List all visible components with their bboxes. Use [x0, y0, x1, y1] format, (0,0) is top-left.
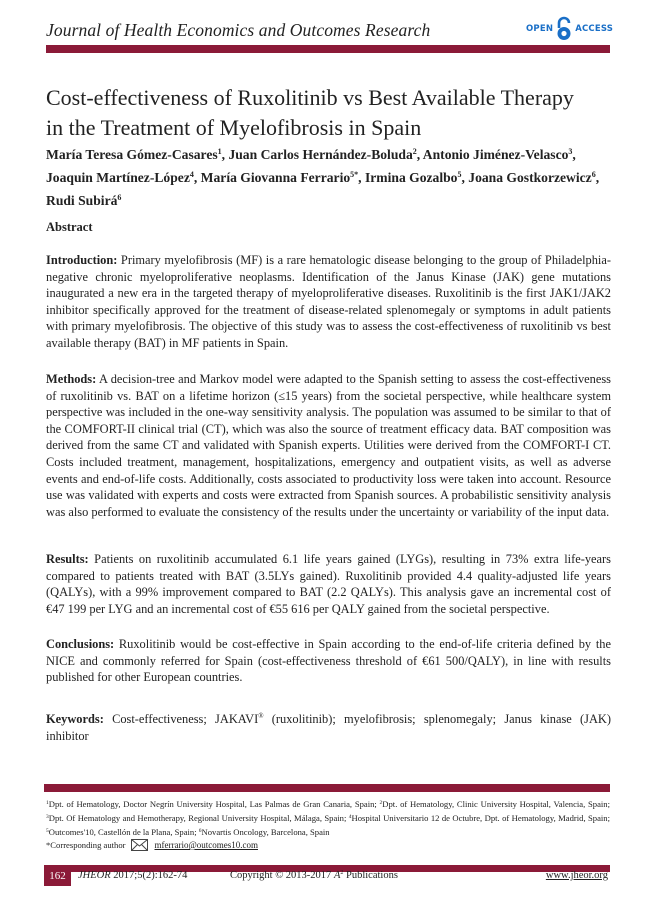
registered-mark: ®	[258, 712, 264, 720]
keywords-label: Keywords:	[46, 712, 104, 726]
introduction-label: Introduction:	[46, 253, 118, 267]
methods-text: A decision-tree and Markov model were adapted to the Spanish setting to assess the cost-effectiveness of ruxolitinib vs. BAT on a lifetime horizon (≤15 years) from the societal perspective, while healthcare system perspective was included in the one-way sensitivity analysis. The population was assumed to be similar to that of the COMFORT-II clinical trial (CT), which was also the source of treatment efficacy data. BAT composition was derived from the same CT and validated with Spanish experts. Utilities were derived from the COMFORT-I CT. Costs included treatment, management, hospitalizations, emergency and outpatient visits, as well as adverse events and end-of-life costs. Additionally, costs associated to productivity loss were taken into account. Resource use was validated with experts and costs were extracted from Spanish sources. A probabilistic sensitivity analysis was also performed to evaluate the consistency of the results under the uncertainty or variability of the input data.	[46, 372, 611, 519]
corresponding-author	[46, 839, 258, 851]
open-access-left: OPEN	[526, 24, 554, 34]
methods-label: Methods:	[46, 372, 97, 386]
page-number: 162	[44, 866, 71, 886]
keywords: Keywords: Cost-effectiveness; JAKAVI® (ruxolitinib); myelofibrosis; splenomegaly; Janus kinase (JAK) inhibitor	[46, 712, 612, 743]
introduction-text: Primary myelofibrosis (MF) is a rare hematologic disease belonging to the group of Philadelphia-negative chronic myeloproliferative neoplasms. Identification of the Janus Kinase (JAK) gene mutations inaugurated a new era in the targeted therapy of myeloproliferative diseases. Ruxolitinib is the first JAK1/JAK2 inhibitor specifically approved for the treatment of disease-related splenomegaly or symptoms in adult patients with primary myelofibrosis. The objective of this study was to assess the cost-effectiveness of ruxolitinib vs best available therapy (BAT) in MF patients in Spain.	[46, 253, 611, 350]
author: Rudi Subirá$^6$	[46, 193, 122, 208]
author: Irmina Gozalbo$^5$	[364, 170, 462, 185]
journal-title: Journal of Health Economics and Outcomes Research	[46, 20, 431, 40]
abstract-heading: Abstract	[46, 220, 93, 234]
conclusions-text: Ruxolitinib would be cost-effective in Spain according to the end-of-life criteria defined by the NICE and commonly referred for Spain (cost-effectiveness threshold of €61 500/QALY), in line with results published for other European countries.	[46, 637, 611, 685]
affiliations: $^1$Dpt. of Hematology, Doctor Negrín University Hospital, Las Palmas de Gran Canaria, Spain; $^2$Dpt. of Hematology, Clinic University Hospital, Valencia, Spain; $^3$Dpt. Of Hematology and Hemotherapy, Regional University Hospital, Málaga, Spain; $^4$Hospital Universitario 12 de Octubre, Dpt. of Hematology, Madrid, Spain; $^5$Outcomes'10, Castellón de la Plana, Spain; $^6$Novartis Oncology, Barcelona, Spain	[46, 799, 610, 837]
author-list: María Teresa Gómez-Casares$^1$, Juan Carlos Hernández-Boluda$^2$, Antonio Jiménez-Velasco$^3$, Joaquin Martínez-López$^4$, María Giovanna Ferrario$^{5*}$, Irmina Gozalbo$^5$, Joana Gostkorzewicz$^6$, Rudi Subirá$^6$	[46, 147, 600, 208]
copyright: Copyright © 2013-2017 $A^2$ Publications	[230, 870, 398, 881]
header-rule	[46, 45, 610, 53]
author: Juan Carlos Hernández-Boluda$^2$	[228, 147, 417, 162]
open-lock-icon	[555, 16, 573, 42]
article-title-line-1: Cost-effectiveness of Ruxolitinib vs Best Available Therapy	[46, 85, 574, 110]
article-title-line-2: in the Treatment of Myelofibrosis in Spain	[46, 115, 422, 140]
citation: JHEOR 2017;5(2):162-74	[78, 870, 188, 881]
results-label: Results:	[46, 552, 89, 566]
results-text: Patients on ruxolitinib accumulated 6.1 life years gained (LYGs), resulting in 73% extra life-years compared to patients treated with BAT (3.5LYs gained). Ruxolitinib provided 4.4 quality-adjusted life years (QALYs), with a 99% improvement compared to BAT (2.2 QALYs). This analysis gave an incremental cost of €47 199 per LYG and an incremental cost of €55 616 per QALY gained from the societal perspective.	[46, 552, 611, 616]
corresponding-email-link[interactable]: mferrario@outcomes10.com	[154, 840, 258, 850]
open-access-logo	[526, 16, 613, 42]
abstract-results	[46, 551, 611, 617]
affiliations-rule	[44, 784, 610, 792]
abstract-conclusions	[46, 636, 611, 686]
article-title	[46, 83, 626, 143]
author: Antonio Jiménez-Velasco$^3$	[422, 147, 573, 162]
envelope-icon	[131, 839, 148, 851]
conclusions-label: Conclusions:	[46, 637, 115, 651]
open-access-right: ACCESS	[575, 24, 614, 34]
abstract-methods	[46, 371, 611, 520]
author: María Giovanna Ferrario$^{5*}$	[200, 170, 359, 185]
author: Joana Gostkorzewicz$^6$	[468, 170, 596, 185]
corresponding-label: *Corresponding author	[46, 840, 126, 850]
author: María Teresa Gómez-Casares$^1$	[46, 147, 222, 162]
abstract-introduction	[46, 252, 611, 352]
author: Joaquin Martínez-López$^4$	[46, 170, 194, 185]
website-link[interactable]: www.jheor.org	[545, 870, 608, 881]
journal-abbreviation: JHEOR	[78, 870, 111, 881]
